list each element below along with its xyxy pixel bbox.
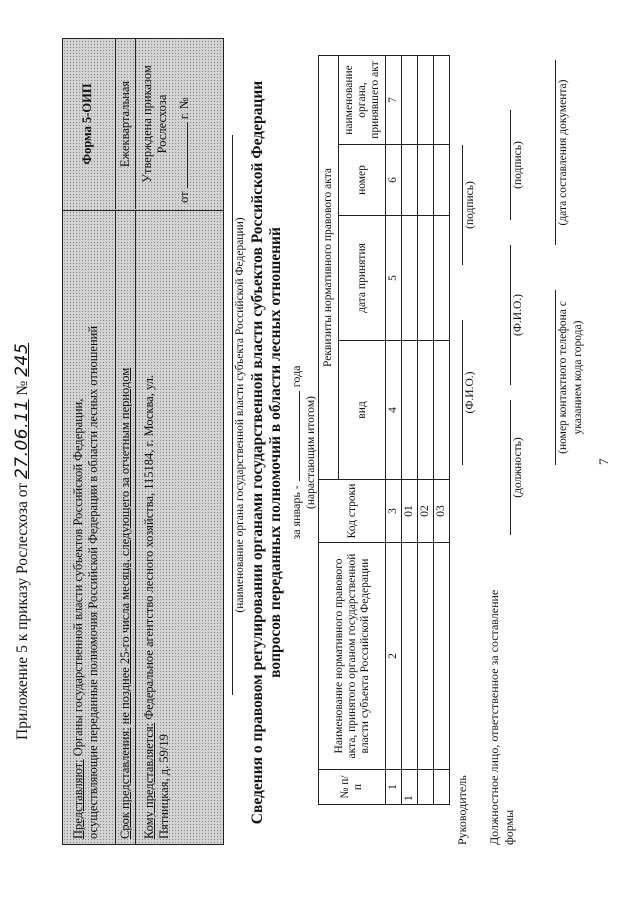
- responsible-label-2: формы: [502, 809, 516, 845]
- col-num: 7: [386, 56, 402, 145]
- row-code: 03: [434, 480, 450, 543]
- head-fio-caption: (Ф.И.О.): [464, 371, 476, 414]
- header-right-column: [63, 39, 223, 209]
- row-kind[interactable]: [418, 341, 434, 480]
- title-line-2: вопросов переданных полномочий в области лесных отношений: [267, 227, 284, 678]
- col-num: 4: [386, 341, 402, 480]
- head-fio-line: [462, 320, 463, 465]
- table-row: [434, 56, 450, 805]
- approved-from: от: [177, 191, 191, 203]
- handwritten-date: 27.06.11: [12, 399, 32, 480]
- appendix-prefix: Приложение 5 к приказу Рослесхоза от: [14, 482, 31, 740]
- frequency: Ежеквартальная: [115, 39, 135, 209]
- table-row: [418, 56, 434, 805]
- position-caption: (должность): [512, 437, 524, 498]
- col-header-body: наименование органа, принявшего акт: [339, 56, 386, 145]
- row-number[interactable]: [418, 145, 434, 216]
- row-no: 1: [402, 770, 418, 805]
- deadline-text: не позднее 25-го числа месяца, следующего за отчетным периодом: [118, 367, 132, 725]
- appendix-reference: [12, 343, 32, 740]
- phone-caption-1: (номер контактного телефона с: [557, 301, 569, 454]
- responsible-signature-line: [510, 110, 511, 220]
- org-name-caption: (наименование органа государственной власти субъекта Российской Федерации): [234, 217, 246, 613]
- deadline-cell: [115, 211, 135, 844]
- table-row: [402, 56, 418, 805]
- row-name[interactable]: [402, 543, 418, 770]
- org-name-line: [232, 135, 233, 695]
- phone-caption-2: указанием кода города): [572, 320, 584, 435]
- recipient-cell: [135, 211, 223, 844]
- approval-cell: [135, 39, 223, 209]
- document-title: [249, 30, 285, 875]
- reporting-period: [289, 0, 304, 905]
- col-num: 3: [386, 480, 402, 543]
- col-num: 6: [386, 145, 402, 216]
- head-signature-caption: (подпись): [464, 181, 476, 229]
- header-left-column: [63, 210, 223, 844]
- col-header-no: № п/п: [319, 770, 386, 805]
- responsible-label-1: Должностное лицо, ответственное за составление: [487, 589, 501, 845]
- recipient-label: Кому представляется:: [142, 722, 156, 839]
- row-name[interactable]: [434, 543, 450, 770]
- phone-line: [555, 290, 556, 465]
- row-body[interactable]: [418, 56, 434, 145]
- period-prefix: за январь -: [289, 485, 303, 540]
- submitters-cell: [63, 211, 115, 844]
- submitters-text: Органы государственной власти субъектов Российской Федерации,: [71, 398, 85, 757]
- deadline-label: Срок представления:: [118, 727, 132, 839]
- row-no: [418, 770, 434, 805]
- col-header-kind: вид: [339, 341, 386, 480]
- row-kind[interactable]: [434, 341, 450, 480]
- col-num: 2: [386, 543, 402, 770]
- row-date[interactable]: [418, 216, 434, 341]
- row-kind[interactable]: [402, 341, 418, 480]
- col-header-number: номер: [339, 145, 386, 216]
- row-number[interactable]: [434, 145, 450, 216]
- row-code: 01: [402, 480, 418, 543]
- col-header-code: Код строки: [319, 480, 386, 543]
- row-number[interactable]: [402, 145, 418, 216]
- row-code: 02: [418, 480, 434, 543]
- row-body[interactable]: [402, 56, 418, 145]
- approved-year-no: г. №: [177, 97, 191, 120]
- submitters-label: Представляют:: [71, 759, 85, 839]
- col-header-details: Реквизиты нормативного правового акта: [319, 56, 339, 480]
- submitters-text-2: осуществляющие переданные полномочия Российской Федерации в области лесных отношений: [85, 325, 100, 839]
- head-label: Руководитель: [455, 775, 469, 845]
- number-sign: №: [14, 380, 31, 396]
- approved-line-1: Утверждена приказом: [140, 65, 154, 183]
- approval-date-line: [177, 39, 192, 209]
- acts-table: [318, 55, 450, 805]
- row-date[interactable]: [434, 216, 450, 341]
- col-header-date: дата принятия: [339, 216, 386, 341]
- date-caption: (дата составления документа): [557, 79, 569, 226]
- period-blank: [299, 391, 300, 481]
- approved-line-2: Рослесхоза: [154, 94, 169, 154]
- approval-date-blank: [187, 122, 188, 188]
- column-number-row: [386, 56, 402, 805]
- responsible-fio-caption: (Ф.И.О.): [512, 294, 524, 336]
- row-body[interactable]: [434, 56, 450, 145]
- page-number: 7: [596, 458, 611, 465]
- form-header-block: [62, 38, 224, 845]
- handwritten-number: 245: [12, 342, 32, 377]
- row-name[interactable]: [418, 543, 434, 770]
- row-date[interactable]: [402, 216, 418, 341]
- recipient-text: Федеральное агентство лесного хозяйства, 115184, г. Москва, ул.: [142, 374, 156, 720]
- col-num: 5: [386, 216, 402, 341]
- position-line: [510, 400, 511, 535]
- period-suffix: года: [289, 365, 303, 388]
- responsible-fio-line: [510, 245, 511, 385]
- date-line: [555, 60, 556, 245]
- cumulative-note: (нарастающим итогом): [305, 396, 317, 509]
- title-line-1: Сведения о правовом регулировании органами государственной власти субъектов Российской Федерации: [249, 80, 266, 825]
- form-name: Форма 5-ОИП: [80, 83, 94, 165]
- table-header-row: [319, 56, 339, 805]
- head-signature-line: [462, 145, 463, 265]
- col-num: 1: [386, 770, 402, 805]
- row-no: [434, 770, 450, 805]
- col-header-name: Наименование нормативного правового акта, принятого органом государственной власти субъекта Российской Федерации: [319, 543, 386, 770]
- responsible-signature-caption: (подпись): [512, 141, 524, 189]
- recipient-text-2: Пятницкая, д. 59/19: [156, 734, 171, 839]
